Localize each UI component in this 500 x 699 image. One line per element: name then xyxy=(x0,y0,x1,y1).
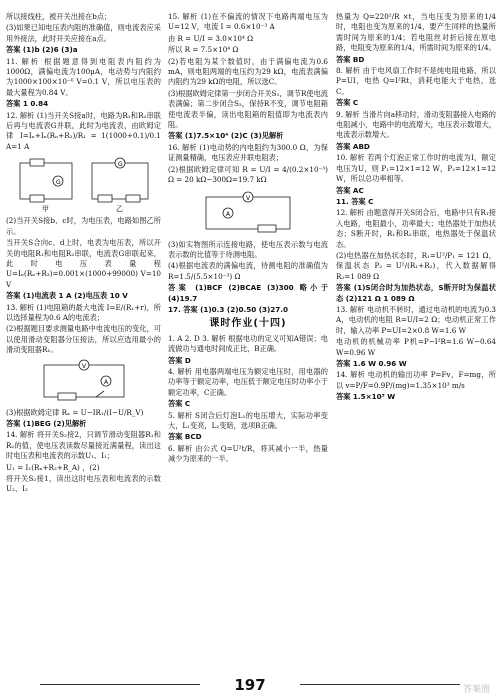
section-title: 课时作业(十四) xyxy=(209,318,287,330)
paragraph: (4)根据电流表的满偏电流，待测电阻的准确值为 R=1.5/(5.5×10⁻³) Ω xyxy=(168,261,328,281)
answer-line: 17. 答案 (1)0.3 (2)0.50 (3)27.0 xyxy=(168,304,289,314)
paragraph: 所以接线柱，被开关出接在b点； xyxy=(6,12,112,21)
paragraph: 所以 R = 7.5×10⁴ Ω xyxy=(168,45,239,55)
paragraph: (3)如实物图所示连接电路，使电压表示数与电流表示数的比值等于待测电阻。 xyxy=(168,239,328,259)
paragraph: (3)根据欧姆定律 Rₓ = U−IR₁/(I−U/R_V) xyxy=(6,407,144,417)
paragraph: (2)若电阻为某个数值时，由于满偏电流为0.6 mA，则电阻两端的电压约为29 kΩ，电流表满偏内阻约为29 kΩ的电阻，所以选C。 xyxy=(168,56,328,87)
paragraph: 13. 解析 (1)电阻箱的最大电流 I=E/(R₁+r)，所以选择量程为0.6 A的电流表； xyxy=(6,302,161,322)
paragraph: 8. 解析 由于电风扇工作时不是纯电阻电路，所以 P=UI，电热 Q=I²Rt，消耗电能大于电热，选C。 xyxy=(336,66,496,96)
answer-line: 答案 (1)电流表 1 A (2)电压表 10 V xyxy=(6,291,128,301)
paragraph: 当开关S合向c、d上时，电表为电压表，所以开关的电阻R₁和电阻R₂串联，电流表G串联起来，此时电压表量程 U=Iₙ(Rₙ+R₃)=0.001×(1000+99000) V=10 V xyxy=(6,238,161,289)
paragraph: 14. 解析 将开关S₂接2，只调节滑动变阻器R₁和R₂的值，使电压表读数尽量接近满量程，读出这时电压表和电流表的示数U₁、I₁； xyxy=(6,430,161,461)
voltmeter-icon: V xyxy=(81,362,86,370)
paragraph: 9. 解析 当滑片向a移动时，滑动变阻器接入电路的电阻减小，电路中的电流增大，电压表示数增大，电流表示数增大。 xyxy=(336,109,496,140)
answer-line: 答案 (1)BEG (2)见解析 xyxy=(6,418,87,428)
answer-line: 答案 (1)S闭合时为加热状态，S断开时为保温状态 (2)121 Ω 1 089 Ω xyxy=(336,283,496,303)
voltmeter-icon: V xyxy=(246,194,251,202)
answer-line: 11. 答案 C xyxy=(336,196,374,206)
paragraph: 13. 解析 电动机不转时，通过电动机的电流为0.3 A，电动机的电阻 R=U/I=2 Ω；电动机正常工作时，输入功率 P=UI=2×0.8 W=1.6 W xyxy=(336,304,496,335)
answer-line: 答案 C xyxy=(336,98,359,108)
answer-line: 答案 ABD xyxy=(336,141,370,151)
answer-line: 答案 1.5×10³ W xyxy=(336,392,396,402)
footer-rule-left xyxy=(40,684,200,685)
figure-label-yi: 乙 xyxy=(115,205,123,214)
circuit-figure-16 xyxy=(198,189,298,237)
column-left xyxy=(6,12,161,496)
paragraph: (3)如果已知电压表内阻的准确值，则电流表应采用外接法，此时开关应接在a点。 xyxy=(6,23,161,43)
figure-label-jia: 甲 xyxy=(41,205,49,214)
answer-line: 答案 (1)BCF (2)BCAE (3)300 略小于 (4)19.7 xyxy=(168,283,328,303)
paragraph: 15. 解析 (1)在不偏流的情况下电路两端电压为U=12 V，电流 I = 0.6×10⁻³ A xyxy=(168,12,328,32)
paragraph: 4. 解析 用电器两端电压为额定电压时，用电器的功率等于额定功率，电压低于额定电压时功率小于额定功率，C正确。 xyxy=(168,366,328,397)
answer-line: 答案 BCD xyxy=(168,432,202,442)
paragraph: 12. 解析 由题意得开关S闭合后，电路中只有R₁接入电路，电阻最小，功率最大；电热器处于加热状态；S断开时，R₁和R₂串联，电热器处于保温状态。 xyxy=(336,208,496,249)
paragraph: 12. 解析 (1)当开关S接a时，电路为R₁和R₂串联后再与电流表G并联，此时为电流表，由欧姆定律 I=Iₙ+Iₙ(Rₙ+R₂)/R₁ = 1(1000+0.1)/0.1 A=1 A xyxy=(6,110,161,151)
answer-line: 答案 AC xyxy=(336,185,364,195)
paragraph: 16. 解析 (1)电动势的内电阻约为300.0 Ω，为保证测量精确，电压表应并联电阻表； xyxy=(168,142,328,163)
footer-rule-right xyxy=(300,684,460,685)
answer-line: 答案 1 0.84 xyxy=(6,99,49,109)
column-middle xyxy=(168,12,328,466)
paragraph: (2)电热器在加热状态时，R₁=U²/P₁ = 121 Ω，保温状态 P₂ = U²/(R₁+R₂)，代入数据解得 R₂=1 089 Ω xyxy=(336,250,496,281)
ammeter-icon: A xyxy=(226,210,231,218)
paragraph: 热量为 Q=220²/R ×t，当电压变为原来的1/4时，电阻也变为原来的1/4，要产生同样的热量所需时间为原来的1/4；若电阻丝对折后接在原电路，电阻变为原来的1/4，所需时间为原来的1/4。 xyxy=(336,12,496,53)
paragraph: 6. 解析 由公式 Q=U²t/R，将其减小一半，热量减少为原来的一半。 xyxy=(168,443,328,464)
answer-line: 答案 (1)7.5×10⁴ (2)C (3)见解析 xyxy=(168,131,284,141)
column-right xyxy=(336,12,496,404)
paragraph: (3)根据欧姆定律第一步闭合开关S₁，调节R使电流表满偏；第二步闭合S₂，保持R不变，调节电阻箱使电流表半偏，读出电阻箱的阻值即为电流表内阻。 xyxy=(168,88,328,130)
paragraph: 电动机的机械功率 P机=P−I²R=1.6 W−0.64 W=0.96 W xyxy=(336,337,496,357)
paragraph: 14. 解析 电动机的输出功率 P=Fv，F=mg，所以 v=P/F=0.9P/(mg)=1.35×10³ m/s xyxy=(336,370,496,390)
paragraph: (2)当开关S接b、c时，为电压表，电路如图乙所示。 xyxy=(6,216,161,236)
paragraph: (2)根据欧姆定律可知 R = U/I = 4/(0.2×10⁻³) Ω = 20 kΩ−300Ω=19.7 kΩ xyxy=(168,164,328,185)
galvanometer-icon: G xyxy=(55,179,61,187)
paragraph: U₁ = I₁(Rₓ+R₂+R_A) ，(2) xyxy=(6,462,100,472)
ammeter-icon: A xyxy=(103,378,108,386)
answer-line: 答案 C xyxy=(168,399,191,409)
paragraph: 10. 解析 若两个灯泡正常工作时的电流为I，额定电压为U，则 P₁=12×1=12 W，P₂=12×1=12 W，所以总功率相等。 xyxy=(336,153,496,184)
paragraph: (2)根据题目要求测量电路中电流电压的变化，可以使用滑动变阻器分压接法，所以应选用最小的滑动变阻器R₁。 xyxy=(6,324,161,355)
paragraph: 11. 解析 根据题意得到电阻表内阻约为1000Ω，满偏电流为100μA，电动势与内阻约为1000×100×10⁻⁶ V=0.1 V，所以电压表的最大量程为0.84 V。 xyxy=(6,56,161,97)
paragraph: 将开关S₂接1，读出这时电压表和电流表的示数U₂、I₂ xyxy=(6,474,161,494)
answer-line: 答案 1.6 W 0.96 W xyxy=(336,359,407,368)
answer-line: 答案 BD xyxy=(336,54,365,64)
paragraph: 由 R = U/I = 3.0×10⁴ Ω xyxy=(168,33,254,43)
answer-line: 答案 D xyxy=(168,355,191,365)
answer-line: 答案 (1)b (2)6 (3)a xyxy=(6,45,78,55)
paragraph: 5. 解析 S闭合后灯泡L₁的电压增大，实际功率变大，L₁变亮，L₂变暗，选项B正确。 xyxy=(168,410,328,430)
galvanometer-icon: G xyxy=(117,161,123,169)
circuit-figure-13 xyxy=(36,359,132,405)
watermark-logo: 答案圈 xyxy=(462,685,490,695)
circuit-figure-jia-yi xyxy=(14,155,154,213)
paragraph: 1. A 2. D 3. 解析 根据电功的定义可知A错误；电流做功与通电时间成正比，B正确。 xyxy=(168,333,328,354)
page-number: 197 xyxy=(234,676,266,694)
